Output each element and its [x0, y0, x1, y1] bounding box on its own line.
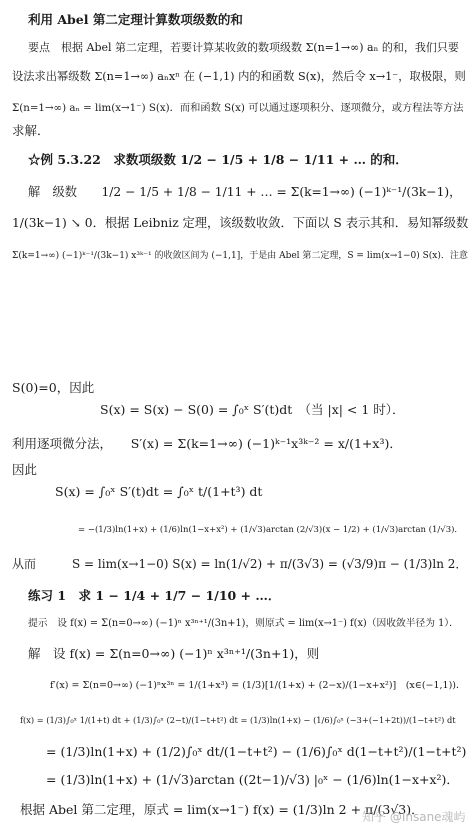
- key-point-line-4: 求解．: [12, 123, 50, 138]
- solution-line-4: S(0)=0，因此: [12, 380, 95, 395]
- exercise-final-answer: 根据 Abel 第二定理，原式 = lim(x→1⁻) f(x) = (1/3)ln 2 + π/(3√3)．: [20, 802, 424, 817]
- equation-s-closed-form: = −(1/3)ln(1+x) + (1/6)ln(1−x+x²) + (1/√3)arctan (2/√3)(x − 1/2) + (1/√3)arctan (1/√3)．: [78, 525, 463, 535]
- exercise-derivative: f′(x) = Σ(n=0→∞) (−1)ⁿx³ⁿ = 1/(1+x³) = (1/3)[1/(1+x) + (2−x)/(1−x+x²)] (x∈(−1,1))．: [50, 680, 466, 691]
- equation-limit-result: 从而 S = lim(x→1−0) S(x) = ln(1/√2) + π/(3√3) = (√3/9)π − (1/3)ln 2．: [12, 557, 468, 571]
- key-point-line-2: 设法求出幂级数 Σ(n=1→∞) aₙxⁿ 在 (−1,1) 内的和函数 S(x)，然后令 x→1⁻，取极限，则: [12, 70, 466, 83]
- equation-s-integral: S(x) = S(x) − S(0) = ∫₀ˣ S′(t)dt （当 |x| < 1 时）．: [100, 402, 405, 417]
- exercise-hint: 提示 设 f(x) = Σ(n=0→∞) (−1)ⁿ x³ⁿ⁺¹/(3n+1)，则原式 = lim(x→1⁻) f(x)（因收敛半径为 1）．: [28, 618, 459, 629]
- exercise-integral-3: = (1/3)ln(1+x) + (1/√3)arctan ((2t−1)/√3) |₀ˣ − (1/6)ln(1−x+x²)．: [46, 772, 459, 787]
- therefore-label: 因此: [12, 462, 38, 477]
- key-point-line-3: Σ(n=1→∞) aₙ = lim(x→1⁻) S(x)．而和函数 S(x) 可以通过逐项积分、逐项微分，或方程法等方法: [12, 102, 464, 114]
- section-title: 利用 Abel 第二定理计算数项级数的和: [28, 12, 243, 27]
- solution-line-1: 解 级数 1/2 − 1/5 + 1/8 − 1/11 + … = Σ(k=1→∞) (−1)ᵏ⁻¹/(3k−1)，: [28, 185, 462, 199]
- exercise-solution-intro: 解 设 f(x) = Σ(n=0→∞) (−1)ⁿ x³ⁿ⁺¹/(3n+1)，则: [28, 646, 320, 661]
- exercise-integral-2: = (1/3)ln(1+x) + (1/2)∫₀ˣ dt/(1−t+t²) − (1/6)∫₀ˣ d(1−t+t²)/(1−t+t²): [46, 744, 467, 759]
- exercise-integral-1: f(x) = (1/3)∫₀ˣ 1/(1+t) dt + (1/3)∫₀ˣ (2−t)/(1−t+t²) dt = (1/3)ln(1+x) − (1/6)∫₀ˣ (−3+(−1+2t))/(1−t+t²) dt: [20, 715, 456, 725]
- watermark: 知乎 @Insane魂屿: [362, 810, 466, 824]
- solution-line-3: Σ(k=1→∞) (−1)ᵏ⁻¹/(3k−1) x³ᵏ⁻¹ 的收敛区间为 (−1,1]，于是由 Abel 第二定理，S = lim(x→1−0) S(x)．注意: [12, 251, 468, 261]
- key-point-line-1: 要点 根据 Abel 第二定理，若要计算某收敛的数项级数 Σ(n=1→∞) aₙ 的和，我们只要: [28, 41, 459, 54]
- exercise-heading: 练习 1 求 1 − 1/4 + 1/7 − 1/10 + …．: [28, 588, 281, 603]
- example-heading: ☆例 5.3.22 求数项级数 1/2 − 1/5 + 1/8 − 1/11 + … 的和．: [28, 152, 408, 167]
- page-gap: [0, 275, 474, 375]
- equation-s-expanded: S(x) = ∫₀ˣ S′(t)dt = ∫₀ˣ t/(1+t³) dt: [55, 484, 263, 499]
- equation-derivative: 利用逐项微分法， S′(x) = Σ(k=1→∞) (−1)ᵏ⁻¹x³ᵏ⁻² = x/(1+x³)．: [12, 436, 402, 451]
- solution-line-2: 1/(3k−1) ↘ 0．根据 Leibniz 定理，该级数收敛．下面以 S 表示其和．易知幂级数: [12, 216, 469, 230]
